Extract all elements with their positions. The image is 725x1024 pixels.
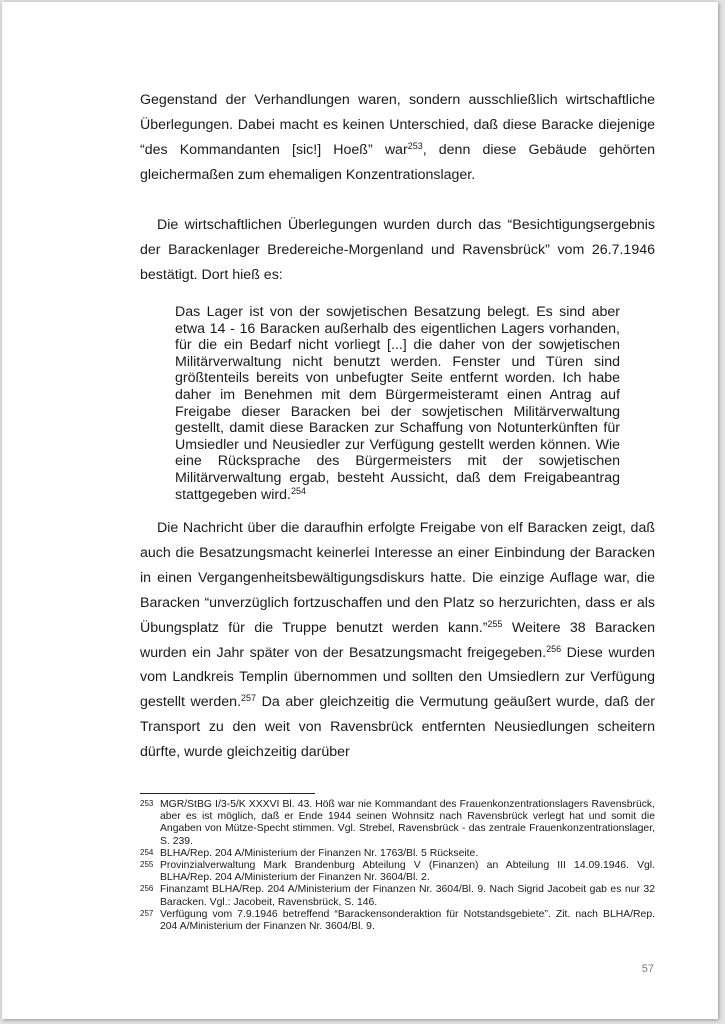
footnote-255 [140,860,655,884]
footnote-number: 253 [140,799,154,808]
footnote-ref-253[interactable]: 253 [407,140,423,151]
footnote-ref-255[interactable]: 255 [487,618,503,629]
footnote-text: Verfügung vom 7.9.1946 betreffend “Barackensonderaktion für Notstandsgebiete”. Zit. nach BLHA/Rep. 204 A/Ministerium der Finanzen Nr. 3604/Bl. 9. [160,908,655,933]
paragraph-3-part-4: Da aber gleichzeitig die Vermutung geäußert wurde, daß der Transport zu den weit von Ravensbrück entfernten Neusiedlungen scheitern dürfte, wurde gleichzeitig darüber [140,694,655,761]
paragraph-1-text: Gegenstand der Verhandlungen waren, sondern ausschließlich wirtschaftliche Überlegungen. Dabei macht es keinen Unterschied, daß diese Baracke diejenige “des Kommandanten [sic!] Hoeß” war [140,92,655,158]
paragraph-1 [140,88,655,188]
footnote-254 [140,848,655,860]
footnote-divider [140,793,315,794]
footnotes [140,799,655,933]
footnote-ref-257[interactable]: 257 [241,693,257,704]
footnote-257 [140,909,655,933]
paragraph-3-part-2: Weitere 38 Baracken wurden ein Jahr später von der Besatzungsmacht freigegeben. [140,619,655,661]
paragraph-3-part-3: Diese wurden vom Landkreis Templin übernommen und sollten den Umsiedlern zur Verfügung gestellt werden. [140,644,655,711]
footnote-number: 254 [140,847,154,857]
footnote-text: Finanzamt BLHA/Rep. 204 A/Ministerium der Finanzen Nr. 3604/Bl. 9. Nach Sigrid Jacobeit gab es nur 32 Baracken. Vgl.: Jacobeit, Ravensbrück, S. 146. [160,884,655,908]
footnote-text: Provinzialverwaltung Mark Brandenburg Abteilung V (Finanzen) an Abteilung III 14.09.1946. Vgl. BLHA/Rep. 204 A/Ministerium der Finanzen Nr. 3604/Bl. 2. [160,860,655,884]
footnote-number: 257 [140,908,154,918]
paragraph-3-part-1: Die Nachricht über die daraufhin erfolgte Freigabe von elf Baracken zeigt, daß auch die Besatzungsmacht keinerlei Interesse an einer Einbindung der Baracken in einen Vergangenheitsbewältigungsdiskurs hatte. Die einzige Auflage war, die Baracken “unverzüglich fortzuschaffen und den Platz so herzurichten, dass er als Übungsplatz für die Truppe benutzt werden kann.” [140,520,655,636]
paragraph-3 [140,516,655,765]
document-page [2,2,718,1019]
footnote-253 [140,799,655,848]
footnote-256 [140,884,655,908]
footnote-ref-254[interactable]: 254 [290,485,306,496]
footnote-number: 256 [140,884,154,894]
block-quote-text: Das Lager ist von der sowjetischen Besatzung belegt. Es sind aber etwa 14 - 16 Baracken außerhalb des eigentlichen Lagers vorhanden, für die ein Bedarf nicht vorliegt [...] die daher von der sowjetischen Militärverwaltung nicht benutzt werden. Fenster und Türen sind größtenteils bereits von unbefugter Seite entfernt worden. Ich habe daher im Benehmen mit dem Bürgermeisteramt einen Antrag auf Freigabe dieser Baracken bei der sowjetischen Militärverwaltung gestellt, damit diese Baracken zur Schaffung von Notunterkünften für Umsiedler und Neusiedler zur Verfügung gestellt werden können. Wie eine Rücksprache des Bürgermeisters mit der sowjetischen Militärverwaltung ergab, besteht Aussicht, daß dem Freigabeantrag stattgegeben wird. [175,304,620,503]
block-quote [175,304,620,503]
paragraph-2-text: Die wirtschaftlichen Überlegungen wurden durch das “Besichtigungsergebnis der Barackenlager Bredereiche-Morgenland und Ravensbrück” vom 26.7.1946 bestätigt. Dort hieß es: [140,217,655,283]
footnote-number: 255 [140,860,154,870]
paragraph-1-text-after: , denn diese Gebäude gehörten gleichermaßen zum ehemaligen Konzentrationslager. [140,141,655,183]
footnote-text: BLHA/Rep. 204 A/Ministerium der Finanzen Nr. 1763/Bl. 5 Rückseite. [160,847,479,859]
footnote-ref-256[interactable]: 256 [546,643,562,654]
page-number: 57 [641,963,654,975]
paragraph-2 [140,213,655,288]
footnote-text: MGR/StBG I/3-5/K XXXVI Bl. 43. Höß war nie Kommandant des Frauenkonzentrationslagers Ravensbrück, aber es ist möglich, daß er Ende 1944 seinen Wohnsitz nach Ravensbrück verlegt hat und somit die Angaben von Mütze-Specht stimmen. Vgl. Strebel, Ravensbrück - das zentrale Frauenkonzentrationslager, S. 239. [160,799,655,847]
